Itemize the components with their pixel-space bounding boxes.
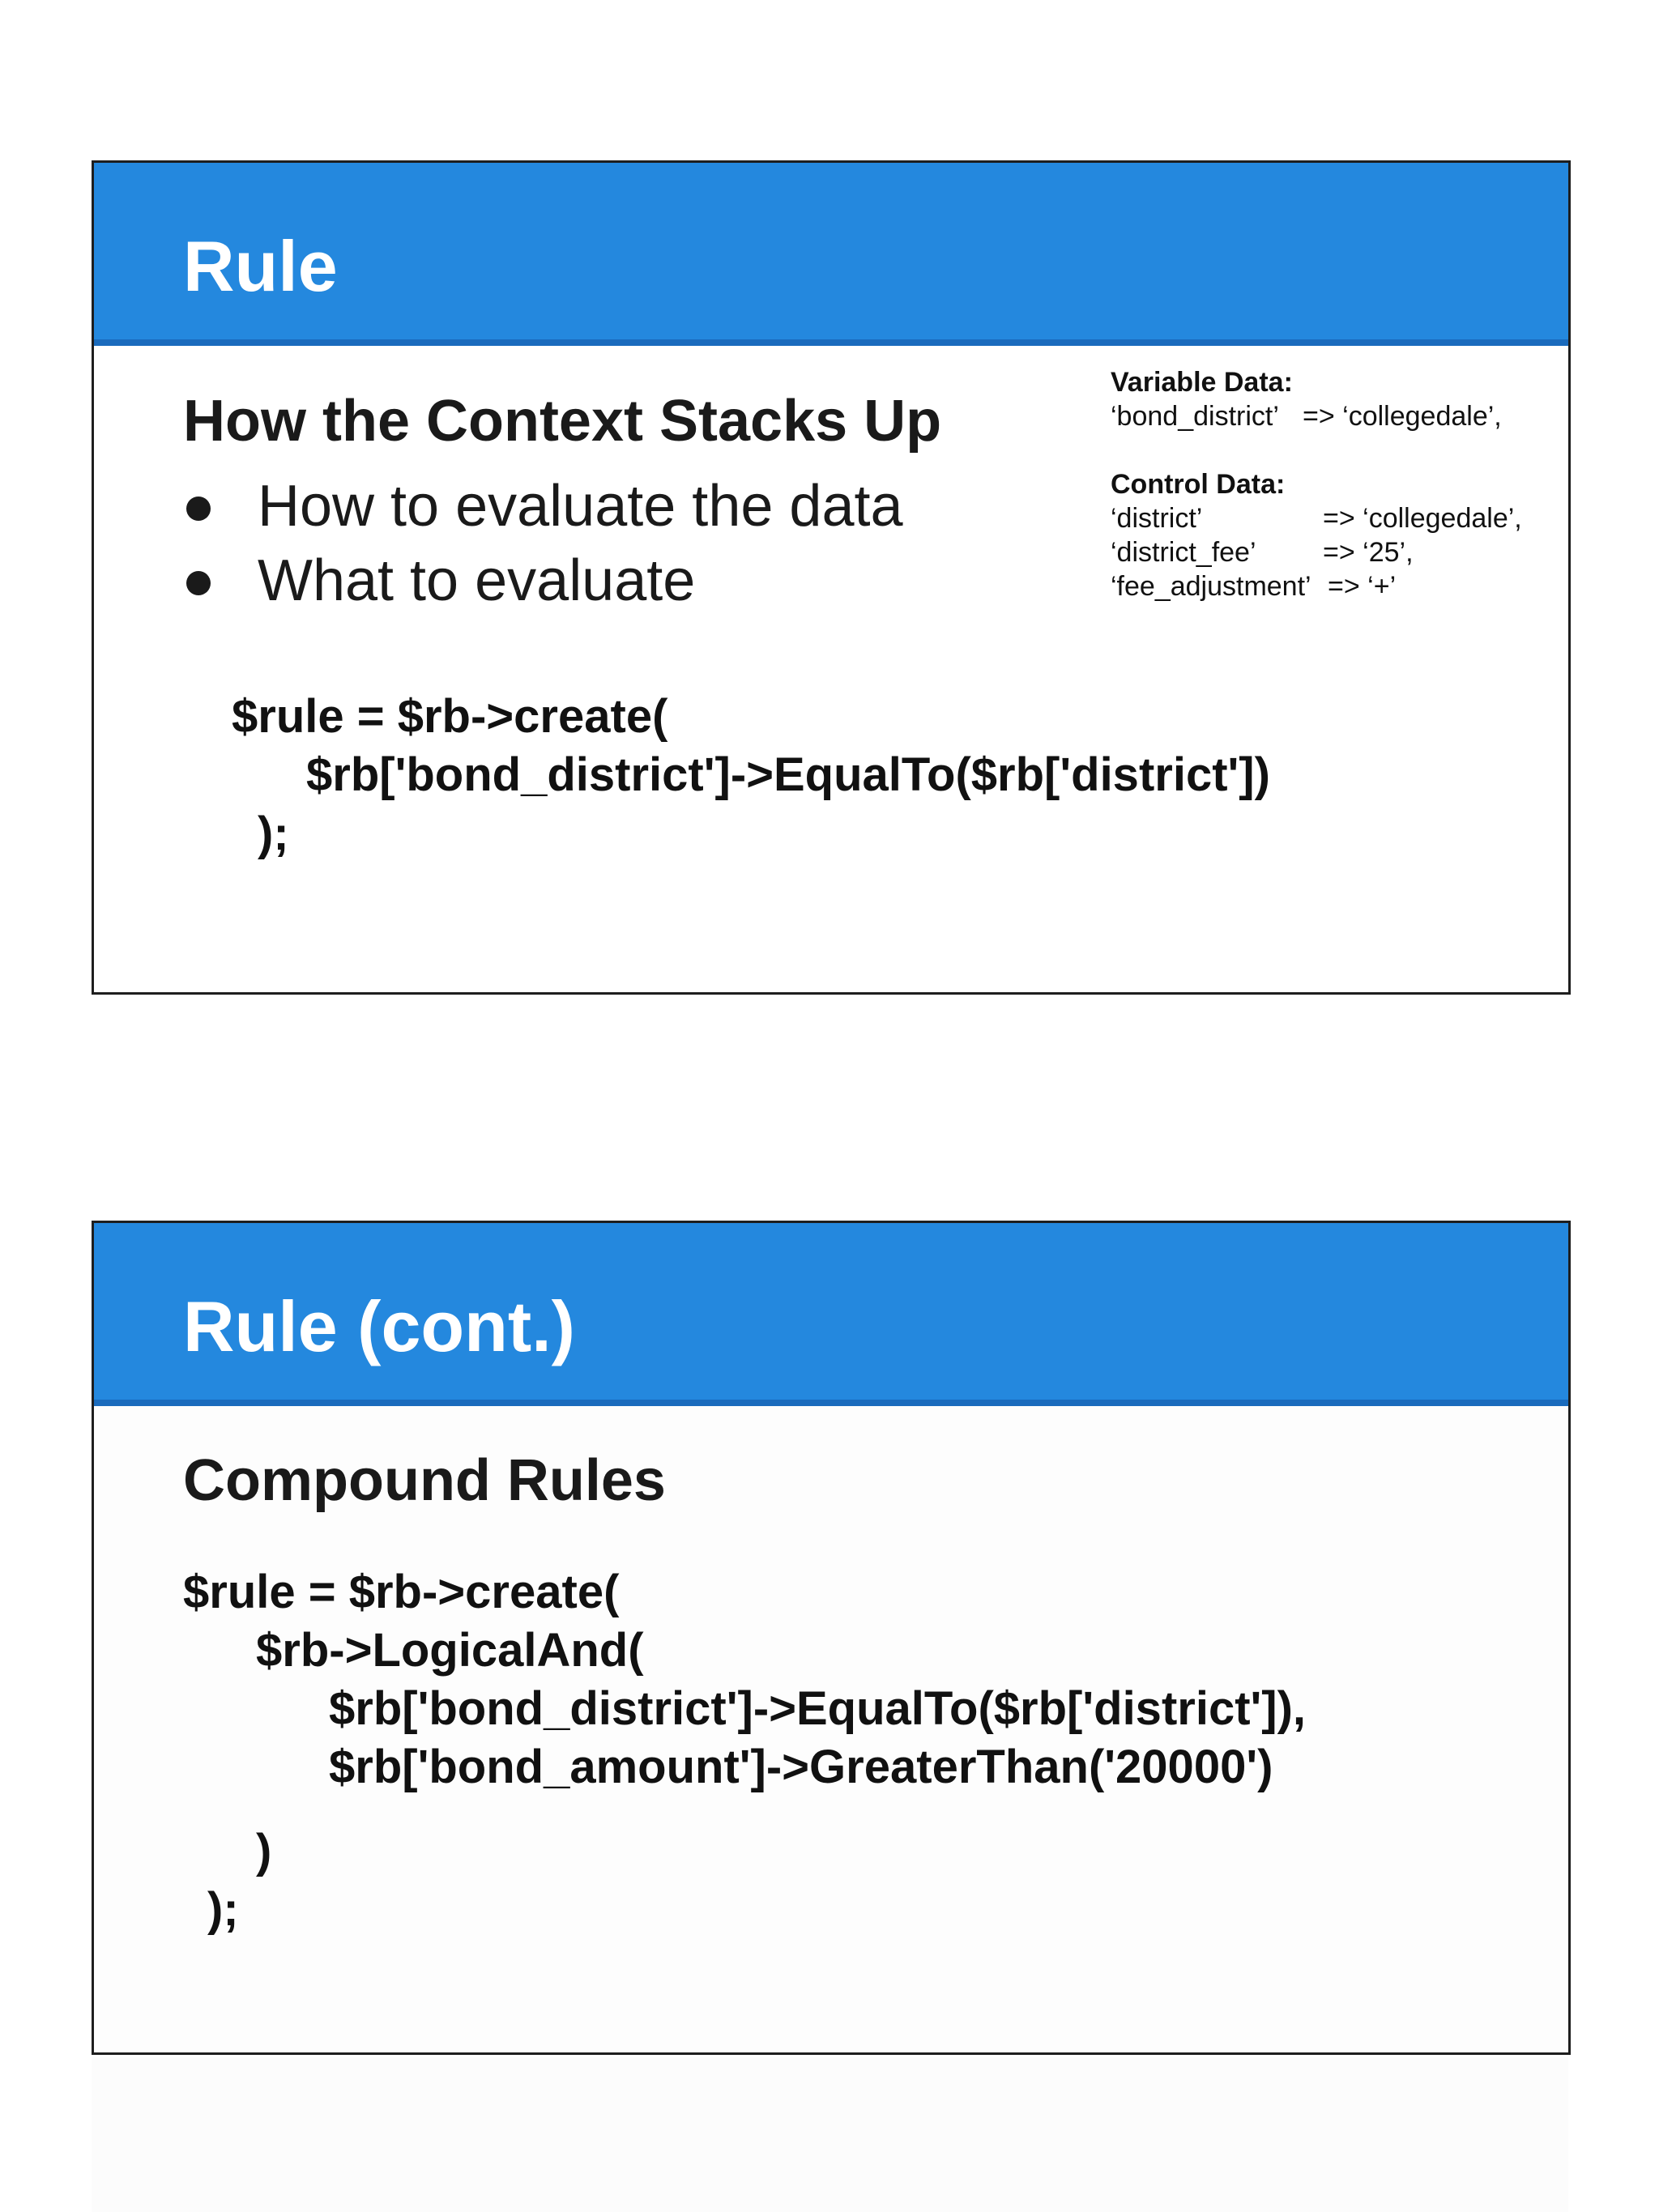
slide-title-bar (94, 1223, 1568, 1406)
bullet-item (183, 474, 903, 552)
data-key: ‘bond_district’ (1111, 401, 1279, 432)
bullet-text: What to evaluate (258, 548, 696, 613)
code-line: $rb['bond_amount']->GreaterThan('20000') (329, 1741, 1273, 1793)
slide-rule-cont (92, 1221, 1571, 2055)
bullet-icon (186, 571, 211, 595)
data-key: ‘district’ (1111, 503, 1203, 534)
data-value: => ‘25’, (1323, 537, 1414, 568)
control-data-row (1111, 501, 1564, 535)
control-data-row (1111, 535, 1564, 569)
slide-title: Rule (183, 226, 338, 306)
data-value: => ‘+’ (1328, 571, 1397, 602)
code-line: ) (256, 1825, 272, 1877)
bullet-icon (186, 497, 211, 521)
data-value: => ‘collegedale’, (1303, 401, 1502, 432)
data-panel (1111, 365, 1564, 603)
code-line: ); (258, 808, 289, 860)
code-line: $rule = $rb->create( (232, 690, 668, 743)
code-line: $rb->LogicalAnd( (256, 1624, 644, 1677)
code-line: $rule = $rb->create( (183, 1566, 620, 1618)
code-line: ); (207, 1883, 239, 1936)
slide-rule (92, 160, 1571, 995)
slide-title: Rule (cont.) (183, 1286, 575, 1366)
code-line: $rb['bond_district']->EqualTo($rb['district']) (306, 748, 1270, 801)
data-key: ‘district_fee’ (1111, 537, 1256, 568)
bullet-text: How to evaluate the data (258, 474, 903, 539)
variable-data-heading: Variable Data: (1111, 367, 1293, 398)
data-value: => ‘collegedale’, (1323, 503, 1522, 534)
slide-subtitle: Compound Rules (183, 1448, 666, 1513)
slide-subtitle: How the Context Stacks Up (183, 389, 942, 454)
bullet-item (183, 548, 903, 626)
slide-title-bar (94, 163, 1568, 346)
code-line: $rb['bond_district']->EqualTo($rb['district']), (329, 1682, 1307, 1735)
page-bottom-area (92, 2057, 1568, 2212)
control-data-heading: Control Data: (1111, 469, 1286, 500)
bullet-list (183, 474, 903, 626)
control-data-row (1111, 569, 1564, 603)
data-key: ‘fee_adjustment’ (1111, 571, 1311, 602)
variable-data-row (1111, 399, 1564, 433)
